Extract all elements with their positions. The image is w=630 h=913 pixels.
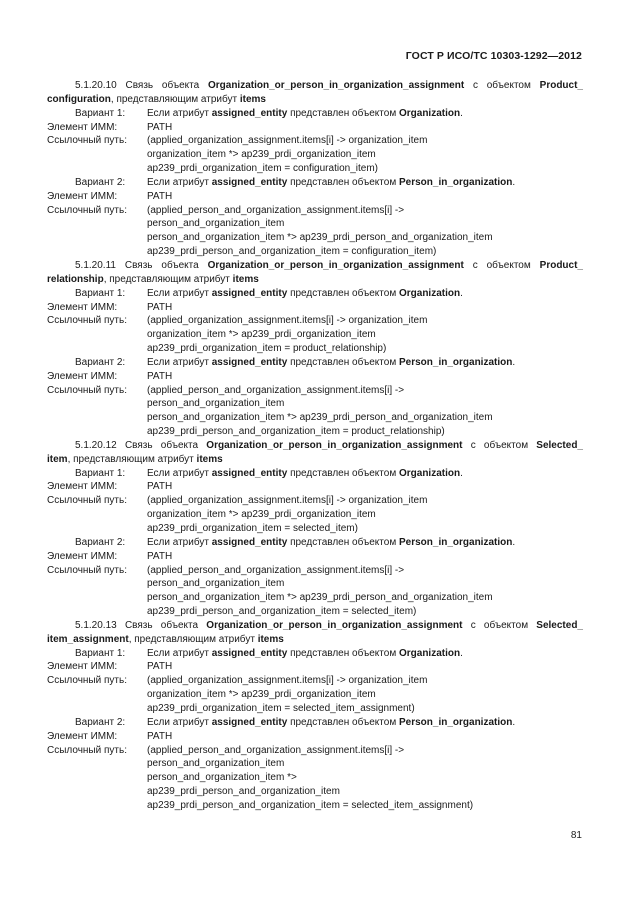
attribute-name: items	[232, 273, 259, 285]
reference-path-1	[47, 674, 583, 716]
element-value: PATH	[147, 121, 173, 133]
target-part1: Selected_	[536, 619, 583, 631]
path-line: organization_item *> ap239_prdi_organization_item	[147, 329, 376, 341]
path-line	[47, 674, 583, 688]
path-line	[47, 744, 583, 758]
target-part2: item_assignment	[47, 633, 129, 645]
variant2-label: Вариант 2:	[75, 536, 126, 548]
path-line: person_and_organization_item	[147, 578, 285, 590]
element-value: PATH	[147, 370, 173, 382]
section-heading-line1	[47, 79, 583, 93]
path-line: ap239_prdi_organization_item = selected_item_assignment)	[147, 702, 415, 714]
path-label: Ссылочный путь:	[47, 564, 127, 576]
variant2-label: Вариант 2:	[75, 356, 126, 368]
path-line: person_and_organization_item *> ap239_prdi_person_and_organization_item	[147, 592, 493, 604]
document-body	[47, 79, 583, 813]
target-part1: Product_	[539, 80, 583, 91]
entity-name: Organization_or_person_in_organization_assignment	[207, 259, 464, 271]
variant2-text: Если атрибут assigned_entity представлен объектом Person_in_organization.	[147, 716, 516, 728]
section-heading-line1	[47, 259, 583, 273]
path-line: ap239_prdi_organization_item = configuration_item)	[147, 163, 378, 175]
path-line: ap239_prdi_person_and_organization_item = product_relationship)	[147, 426, 445, 438]
reference-path-1	[47, 494, 583, 536]
section-heading-line2	[47, 273, 583, 287]
variant1-label: Вариант 1:	[75, 107, 126, 119]
entity-name: Organization_or_person_in_organization_assignment	[207, 80, 465, 91]
entity-name: Organization_or_person_in_organization_assignment	[206, 619, 463, 631]
element-label: Элемент ИММ:	[47, 730, 118, 742]
reference-path-1	[47, 314, 583, 356]
variant2-row	[47, 536, 583, 550]
variant2-label: Вариант 2:	[75, 716, 126, 728]
target-part1: Product_	[539, 259, 583, 271]
path-line: person_and_organization_item	[147, 398, 285, 410]
variant1-text: Если атрибут assigned_entity представлен объектом Organization.	[147, 107, 463, 119]
path-line: person_and_organization_item *> ap239_prdi_person_and_organization_item	[147, 412, 493, 424]
section-heading-line2	[47, 633, 583, 647]
element-value: PATH	[147, 301, 173, 313]
element-label: Элемент ИММ:	[47, 370, 118, 382]
path-value: (applied_person_and_organization_assignment.items[i] ->	[147, 564, 405, 576]
element-value: PATH	[147, 481, 173, 493]
variant1-label: Вариант 1:	[75, 467, 126, 479]
reference-path-2	[47, 384, 583, 439]
heading-tail: , представляющим атрибут	[128, 633, 255, 645]
attribute-name: items	[239, 93, 266, 105]
path-line	[47, 204, 583, 218]
mapping-section	[47, 79, 583, 259]
variant1-label: Вариант 1:	[75, 287, 126, 299]
element-label: Элемент ИММ:	[47, 301, 118, 313]
heading-prefix: Связь объекта	[124, 259, 199, 271]
path-value: (applied_organization_assignment.items[i] -> organization_item	[147, 675, 428, 687]
path-line	[47, 564, 583, 578]
element1-row	[47, 301, 583, 315]
path-line: organization_item *> ap239_prdi_organization_item	[147, 149, 376, 161]
path-line: ap239_prdi_person_and_organization_item	[147, 786, 340, 798]
variant1-label: Вариант 1:	[75, 647, 126, 659]
path-value: (applied_person_and_organization_assignment.items[i] ->	[147, 204, 405, 216]
heading-mid: с объектом	[470, 619, 529, 631]
target-part2: configuration	[47, 93, 111, 105]
path-label: Ссылочный путь:	[47, 675, 127, 687]
variant1-text: Если атрибут assigned_entity представлен объектом Organization.	[147, 647, 463, 659]
path-line: person_and_organization_item	[147, 758, 285, 770]
variant2-row	[47, 176, 583, 190]
variant2-text: Если атрибут assigned_entity представлен объектом Person_in_organization.	[147, 536, 516, 548]
path-line: organization_item *> ap239_prdi_organization_item	[147, 689, 376, 701]
element2-row	[47, 550, 583, 564]
path-line: organization_item *> ap239_prdi_organization_item	[147, 509, 376, 521]
section-heading-line2	[47, 453, 583, 467]
element-value: PATH	[147, 550, 173, 562]
path-value: (applied_organization_assignment.items[i] -> organization_item	[147, 495, 428, 507]
reference-path-2	[47, 744, 583, 813]
variant1-row	[47, 107, 583, 121]
variant2-text: Если атрибут assigned_entity представлен объектом Person_in_organization.	[147, 356, 516, 368]
heading-prefix: Связь объекта	[124, 439, 199, 451]
path-line	[47, 494, 583, 508]
heading-mid: с объектом	[470, 439, 529, 451]
path-value: (applied_organization_assignment.items[i] -> organization_item	[147, 315, 428, 327]
reference-path-2	[47, 564, 583, 619]
element-label: Элемент ИММ:	[47, 121, 118, 133]
element-value: PATH	[147, 730, 173, 742]
element2-row	[47, 190, 583, 204]
path-line: ap239_prdi_organization_item = product_relationship)	[147, 343, 387, 355]
entity-name: Organization_or_person_in_organization_assignment	[206, 439, 463, 451]
path-label: Ссылочный путь:	[47, 384, 127, 396]
section-heading-line2	[47, 93, 583, 107]
element1-row	[47, 121, 583, 135]
attribute-name: items	[257, 633, 284, 645]
variant2-row	[47, 716, 583, 730]
element-label: Элемент ИММ:	[47, 481, 118, 493]
path-label: Ссылочный путь:	[47, 495, 127, 507]
heading-tail: , представляющим атрибут	[67, 453, 194, 465]
heading-prefix: Связь объекта	[125, 80, 200, 91]
variant1-row	[47, 287, 583, 301]
variant1-row	[47, 647, 583, 661]
section-number: 5.1.20.10	[75, 80, 117, 91]
attribute-name: items	[196, 453, 223, 465]
path-line: ap239_prdi_person_and_organization_item = configuration_item)	[147, 246, 437, 258]
target-part1: Selected_	[536, 439, 583, 451]
section-number: 5.1.20.13	[75, 619, 117, 631]
path-value: (applied_person_and_organization_assignment.items[i] ->	[147, 744, 405, 756]
element-value: PATH	[147, 190, 173, 202]
element2-row	[47, 370, 583, 384]
reference-path-2	[47, 204, 583, 259]
variant2-label: Вариант 2:	[75, 176, 126, 188]
path-label: Ссылочный путь:	[47, 204, 127, 216]
element-label: Элемент ИММ:	[47, 661, 118, 673]
heading-mid: с объектом	[472, 259, 531, 271]
section-heading-line1	[47, 439, 583, 453]
path-label: Ссылочный путь:	[47, 744, 127, 756]
mapping-section	[47, 619, 583, 813]
path-line: person_and_organization_item *>	[147, 772, 297, 784]
path-line: ap239_prdi_person_and_organization_item = selected_item)	[147, 606, 417, 618]
mapping-section	[47, 259, 583, 439]
path-label: Ссылочный путь:	[47, 315, 127, 327]
variant1-text: Если атрибут assigned_entity представлен объектом Organization.	[147, 467, 463, 479]
element1-row	[47, 480, 583, 494]
sections-container	[47, 79, 583, 813]
element2-row	[47, 730, 583, 744]
variant1-row	[47, 467, 583, 481]
variant2-text: Если атрибут assigned_entity представлен объектом Person_in_organization.	[147, 176, 516, 188]
target-part2: relationship	[47, 273, 104, 285]
path-line	[47, 384, 583, 398]
heading-prefix: Связь объекта	[124, 619, 199, 631]
page-number: 81	[570, 830, 582, 841]
mapping-section	[47, 439, 583, 619]
path-line	[47, 134, 583, 148]
path-line: person_and_organization_item	[147, 218, 285, 230]
variant1-text: Если атрибут assigned_entity представлен объектом Organization.	[147, 287, 463, 299]
path-line: person_and_organization_item *> ap239_prdi_person_and_organization_item	[147, 232, 493, 244]
section-heading-line1	[47, 619, 583, 633]
path-line	[47, 314, 583, 328]
variant2-row	[47, 356, 583, 370]
element-value: PATH	[147, 661, 173, 673]
heading-tail: , представляющим атрибут	[110, 93, 238, 105]
target-part2: item	[47, 453, 68, 465]
path-line: ap239_prdi_organization_item = selected_item)	[147, 523, 358, 534]
section-number: 5.1.20.11	[75, 259, 116, 271]
path-value: (applied_person_and_organization_assignment.items[i] ->	[147, 384, 405, 396]
element-label: Элемент ИММ:	[47, 550, 118, 562]
reference-path-1	[47, 134, 583, 176]
heading-mid: с объектом	[472, 80, 531, 91]
section-number: 5.1.20.12	[75, 439, 117, 451]
heading-tail: , представляющим атрибут	[103, 273, 230, 285]
path-label: Ссылочный путь:	[47, 135, 127, 147]
element1-row	[47, 660, 583, 674]
document-header: ГОСТ Р ИСО/ТС 10303-1292—2012	[405, 50, 582, 62]
element-label: Элемент ИММ:	[47, 190, 118, 202]
path-value: (applied_organization_assignment.items[i] -> organization_item	[147, 135, 428, 147]
path-line: ap239_prdi_person_and_organization_item = selected_item_assignment)	[147, 799, 474, 811]
